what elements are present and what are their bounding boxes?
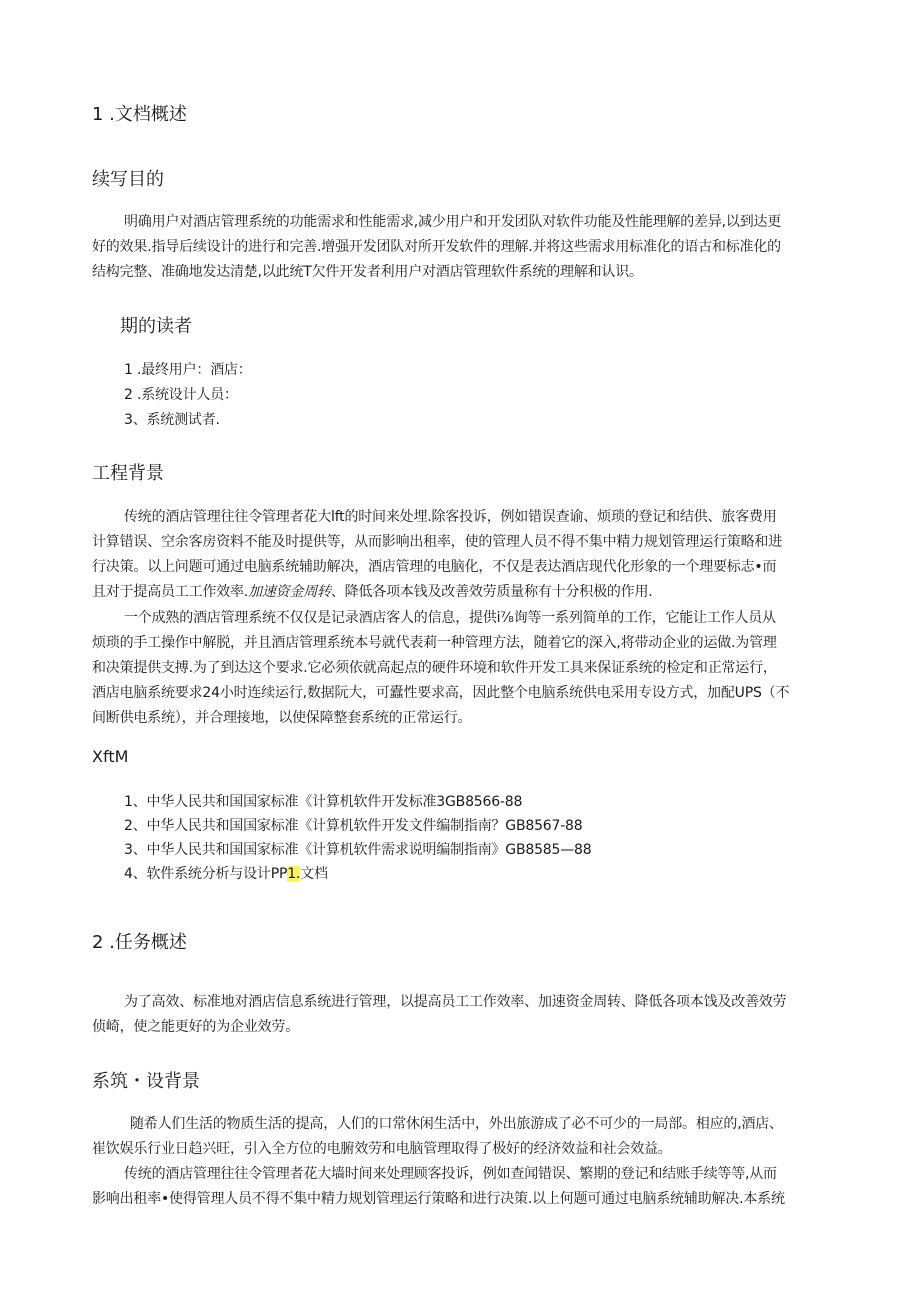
background-p1-line-4-a: 且对于提高员工工作效率.: [92, 584, 249, 600]
task-intro-line-1: 为了高效、标准地对酒店信息系统进行管理，以提高员工工作效率、加速资金周转、降低各项本饯及改善效劳: [124, 994, 787, 1010]
readers-item-2: 2 .系统设计人员：: [124, 387, 238, 403]
system-background-p2-line-1: 传统的酒店管理往往令管理者花大墙时间来处理顾客投诉，例如查闻错误、繁期的登记和结账手续等等,从而: [124, 1166, 777, 1182]
background-p1-line-1: 传统的酒店管理往往令管理者花大lft的时间来处埋.除客投诉，例如错误查谕、烦琐的登记和结供、旅客费用: [124, 509, 777, 525]
readers-heading: 期的读者: [120, 316, 192, 337]
purpose-line-2: 好的效果.指导后续设计的进行和完善.增强开发团队对所开发软件的理解.并将这些需求用标准化的语古和标准化的: [92, 239, 781, 255]
background-p1-line-4-c: 、降低各项本钱及改善效劳质量称有十分积极的作用.: [330, 584, 653, 600]
reference-item-3: 3、中华人民共和国国家标准《计算机软件需求说明编制指南》GB8585—88: [124, 842, 592, 858]
system-background-p2-line-2: 影响出租率•使得管理人员不得不集中精力规划管理运行策略和进行决策.以上何题可通过电脑系统辅助解决.本系统: [92, 1191, 785, 1207]
background-heading: 工程背景: [92, 463, 164, 484]
reference-item-1: 1、中华人民共和国国家标准《计算机软件开发标准3GB8566-88: [124, 794, 523, 810]
background-p2-line-2: 烦琐的手工操作中解脱，并且酒店管理系统本号就代表莉一种管理方法，随着它的深入,将带动企业的运做.为管理: [92, 635, 777, 651]
background-p1-line-3: 行决策。以上问题可通过电脑系统辅助解决，酒店管理的电脑化，不仅是表达酒店现代化形象的一个理要标志•而: [92, 559, 777, 575]
purpose-line-3: 结构完整、准确地发达清楚,以此统T欠件开发者利用户对酒店管理软件系统的理解和认识。: [92, 264, 643, 280]
task-intro-line-2: 侦崎，使之能更好的为企业效劳。: [92, 1019, 299, 1035]
background-p2-line-5: 间断供电系统），并合理接地，以使保障整套系统的正常运行。: [92, 710, 472, 726]
background-p1-line-4: [92, 581, 653, 601]
background-p1-line-4-italic: 加速资金周转: [248, 584, 331, 600]
system-background-p1-line-1: 随希人们生活的物质生活的提高，人们的口常休闲生活中，外出旅游成了必不可少的一局部。相应的,酒店、: [130, 1116, 783, 1132]
reference-item-4-c: 文档: [300, 866, 328, 882]
section-1-heading: 1 .文档概述: [92, 104, 187, 125]
reference-item-4-a: 4、软件系统分析与设计PP: [124, 866, 288, 882]
background-p2-line-1: 一个成熟的酒店管理系统不仅仅是记录酒店客人的信息，提供i⅞询等一系列简单的工作，它能让工作人员从: [124, 610, 776, 626]
background-p1-line-2: 计算错误、空余客房资料不能及时提供等，从而影响出租率，使的管理人员不得不集中精力规划管理运行策略和进: [92, 534, 782, 550]
purpose-heading: 续写目的: [92, 169, 164, 190]
readers-item-1: 1 .最终用户：酒店：: [124, 362, 252, 378]
background-p2-line-3: 和决策提供支搏.为了到达这个要求.它必须依就高起点的硬件环境和软件开发工具来保证系统的检定和正常运行，: [92, 660, 777, 676]
references-heading: XftM: [92, 747, 129, 766]
reference-item-4-highlight: 1.: [287, 866, 301, 882]
background-p2-line-4: 酒店电脑系统要求24小时连续运行,数据阮大，可蠹性要求高，因此整个电脑系统供电采用专设方式，加配UPS（不: [92, 685, 790, 701]
system-background-p1-line-2: 崔饮娱乐行业日趋兴旺，引入全方位的电腑效劳和电脑管理取得了极好的经济效益和社会效益。: [92, 1141, 672, 1157]
reference-item-2: 2、中华人民共和国国家标准《计算机软件开发文件编制指南？GB8567-88: [124, 818, 583, 834]
system-background-heading: 系筑・设背景: [92, 1071, 200, 1092]
purpose-line-1: 明确用户对酒店管理系统的功能需求和性能需求,减少用户和开发团队对软件功能及性能理解的差异,以到达更: [124, 214, 782, 230]
reference-item-4: [124, 863, 328, 883]
section-2-heading: 2 .任务概述: [92, 932, 187, 953]
readers-item-3: 3、系统测试者.: [124, 412, 220, 428]
